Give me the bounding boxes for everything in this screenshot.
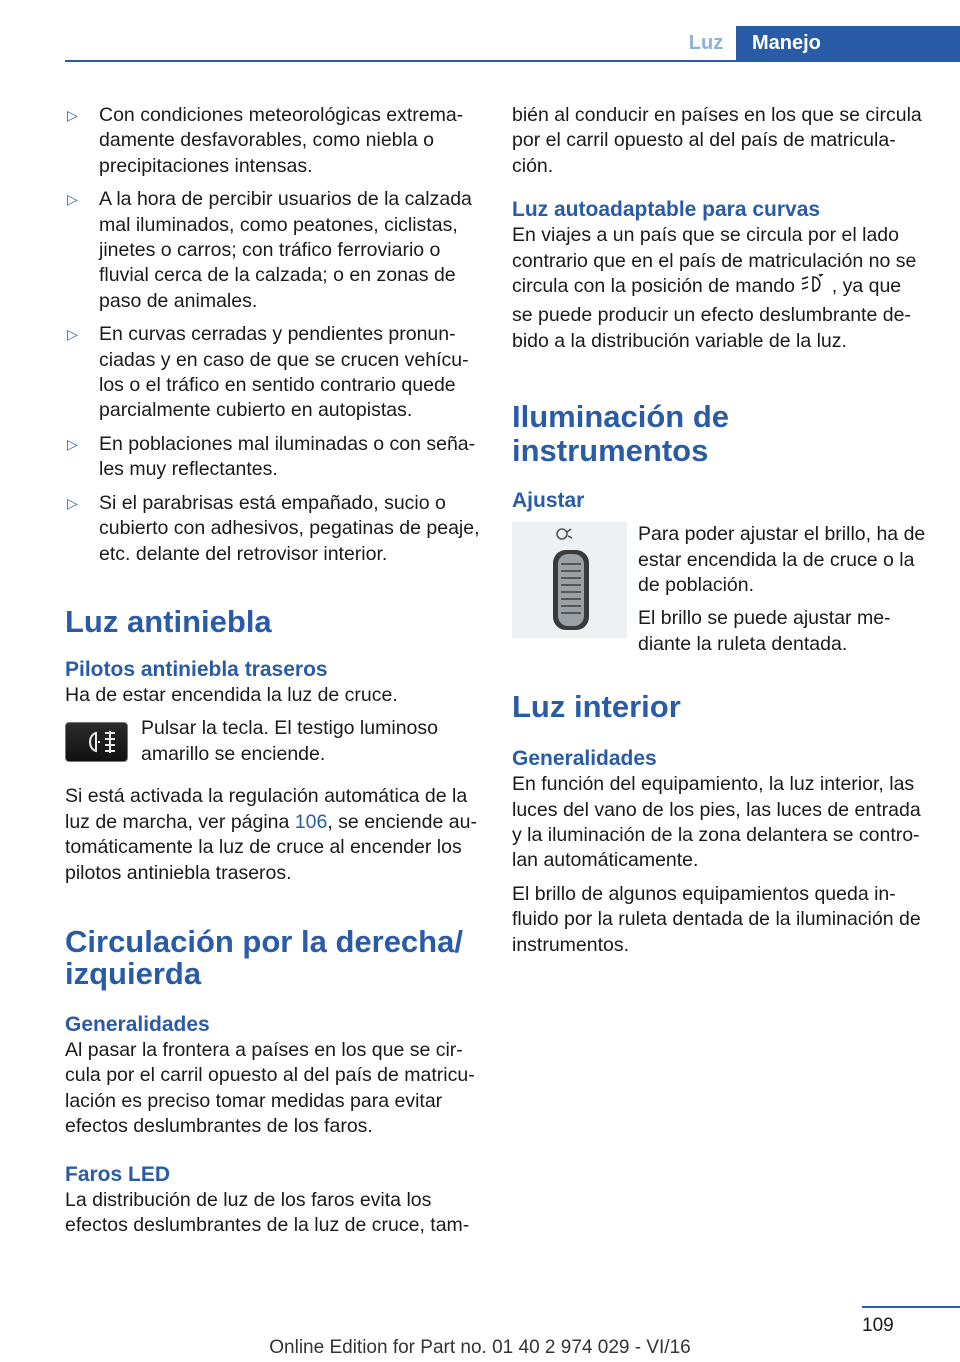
traffic-side-heading: Circulación por la derecha/ izquierda <box>65 923 463 991</box>
fog-light-heading: Luz antiniebla <box>65 603 272 639</box>
adjust-subheading: Ajustar <box>512 489 585 513</box>
list-item: ▷ A la hora de percibir usuarios de la calzada mal iluminados, como peatones, ciclistas, jinetes o carros; con tráfico ferroviario o fluvial cerca de la calzada; o en zonas de paso de animales. <box>67 188 472 312</box>
list-item: ▷ Si el parabrisas está empañado, sucio o cubierto con adhesivos, pegatinas de peaje, etc. delante del retrovisor interior. <box>67 491 480 565</box>
dimmer-wheel-icon <box>512 522 627 638</box>
bullet-triangle-icon: ▷ <box>67 326 78 343</box>
instrument-lighting-heading: Iluminación de instrumentos <box>512 399 730 469</box>
bullet-triangle-icon: ▷ <box>67 435 78 452</box>
led-subheading: Faros LED <box>65 1162 171 1186</box>
interior-general-subheading: Generalidades <box>512 747 657 771</box>
adjust-text-2: El brillo se puede ajustar me-diante la ruleta dentada. <box>638 607 891 655</box>
bullet-triangle-icon: ▷ <box>67 191 78 208</box>
headlight-switch-icon <box>800 274 826 303</box>
footer-rule <box>862 1306 960 1308</box>
page-link[interactable]: 106 <box>294 810 328 833</box>
traffic-general-subheading: Generalidades <box>65 1012 210 1036</box>
fog-intro: Ha de estar encendida la luz de cruce. <box>65 683 398 706</box>
interior-text-1: En función del equipamiento, la luz interior, las luces del vano de los pies, las luces de entrada y la iluminación de la zona delantera se contro-lan automáticamente. <box>512 773 921 872</box>
chapter-tab[interactable]: Manejo <box>736 26 960 62</box>
interior-light-heading: Luz interior <box>512 689 681 725</box>
left-column <box>65 103 480 1246</box>
list-item: ▷ En curvas cerradas y pendientes pronun-ciadas y en caso de que se crucen vehícu-los o el tráfico en sentido contrario quede parcialmente cubierto en autopistas. <box>67 323 469 422</box>
led-text-continued: bién al conducir en países en los que se circula por el carril opuesto al del país de matricula-ción. <box>512 104 922 177</box>
section-tab[interactable]: Luz <box>688 32 724 54</box>
list-item: ▷ Con condiciones meteorológicas extrema-damente desfavorables, como niebla o precipitaciones intensas. <box>67 104 464 177</box>
right-column <box>512 103 927 966</box>
traffic-general-text: Al pasar la frontera a países en los que se cir-cula por el carril opuesto al del país de matricu-lación es preciso tomar medidas para evitar efectos deslumbrantes de los faros. <box>65 1038 475 1138</box>
edition-footer: Online Edition for Part no. 01 40 2 974 029 - VI/16 <box>269 1337 691 1358</box>
fog-auto-paragraph: Si está activada la regulación automática de la luz de marcha, ver página 106, se enciende au-tomáticamente la luz de cruce al encender los pilotos antiniebla traseros. <box>65 785 477 884</box>
rear-fog-subheading: Pilotos antiniebla traseros <box>65 657 328 681</box>
rear-fog-button-icon <box>65 722 128 762</box>
bullet-triangle-icon: ▷ <box>67 494 78 511</box>
adaptive-curve-subheading: Luz autoadaptable para curvas <box>512 198 821 222</box>
fog-button-row <box>65 716 480 770</box>
adjust-text-1: Para poder ajustar el brillo, ha de estar encendida la de cruce o la de población. <box>638 523 926 597</box>
led-text: La distribución de luz de los faros evita los efectos deslumbrantes de la luz de cruce, tam- <box>65 1188 470 1236</box>
list-item: ▷ En poblaciones mal iluminadas o con seña-les muy reflectantes. <box>67 432 476 481</box>
interior-text-2: El brillo de algunos equipamientos queda in-fluido por la ruleta dentada de la iluminación de instrumentos. <box>512 882 921 956</box>
bullet-triangle-icon: ▷ <box>67 107 78 123</box>
page-number: 109 <box>862 1315 894 1336</box>
fog-button-instruction: Pulsar la tecla. El testigo luminoso amarillo se enciende. <box>141 717 438 765</box>
dimmer-row <box>512 522 927 654</box>
conditions-list <box>65 103 480 567</box>
adaptive-curve-text: En viajes a un país que se circula por el lado contrario que en el país de matriculación no se circula con la posición de mando , ya que se puede producir un efecto deslumbrante de-bido a la distribución variable de la luz. <box>512 224 917 352</box>
